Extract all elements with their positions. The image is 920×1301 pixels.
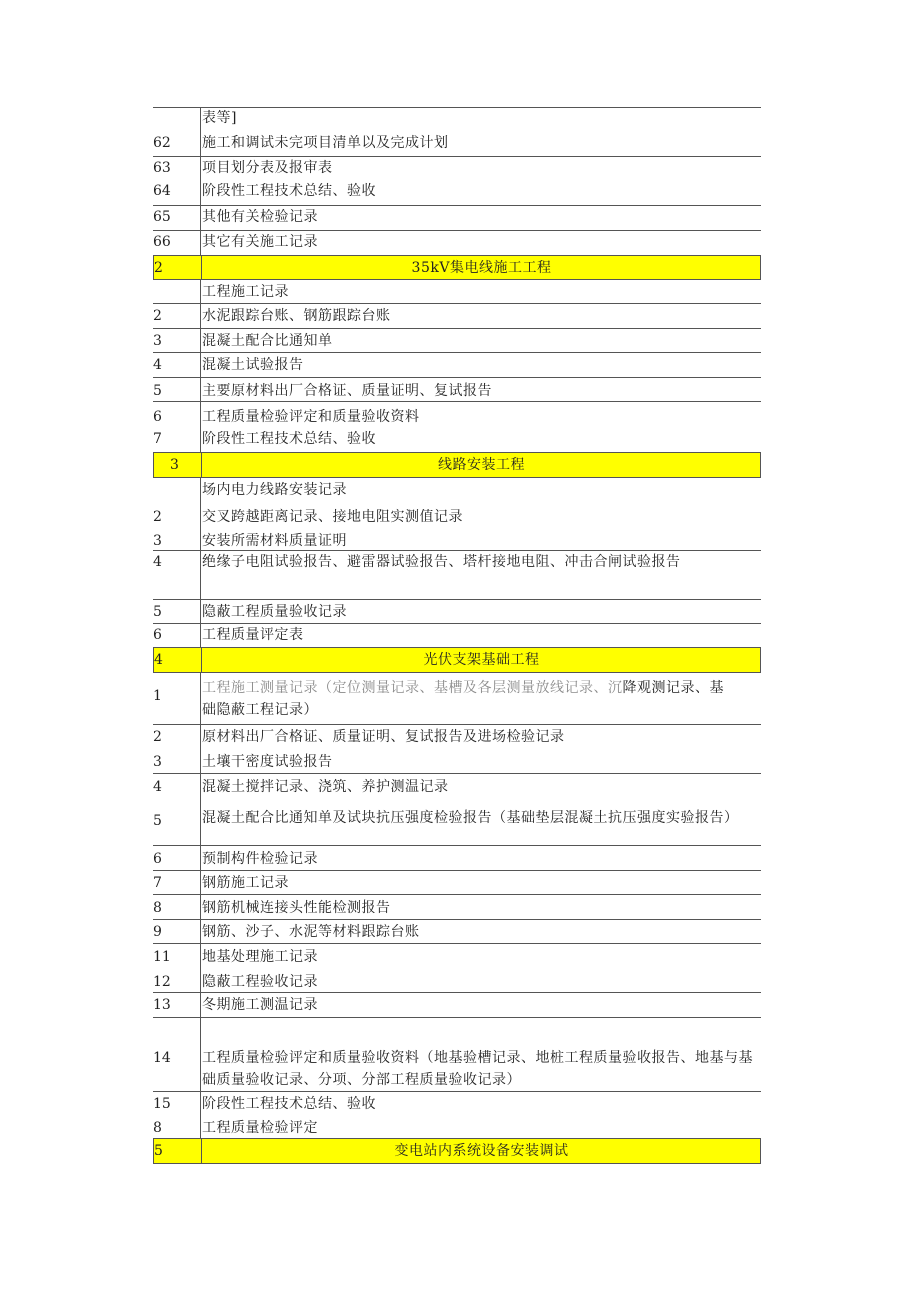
- row-text: 土壤干密度试验报告: [202, 754, 333, 770]
- column-divider: [201, 453, 202, 477]
- column-divider: [200, 673, 201, 724]
- table-row: [153, 551, 761, 600]
- document-table: [153, 107, 761, 1164]
- row-text: 阶段性工程技术总结、验收: [202, 183, 376, 199]
- table-row: [153, 846, 761, 871]
- table-row: [153, 673, 761, 725]
- section-header-row: [153, 647, 761, 673]
- table-row: [153, 231, 761, 255]
- row-text: 场内电力线路安装记录: [202, 482, 347, 498]
- column-divider: [200, 600, 201, 623]
- table-row: [153, 107, 761, 157]
- column-divider: [201, 648, 202, 672]
- row-text: 工程质量检验评定: [202, 1120, 318, 1136]
- row-text: 钢筋机械连接头性能检测报告: [202, 900, 391, 916]
- section-number: 3: [170, 457, 179, 473]
- row-text: 钢筋、沙子、水泥等材料跟踪台账: [202, 924, 420, 940]
- row-text: 水泥跟踪台账、钢筋跟踪台账: [202, 308, 391, 324]
- row-number: 62: [153, 135, 171, 151]
- row-text: 施工和调试未完项目清单以及完成计划: [202, 135, 449, 151]
- row-text: 安装所需材料质量证明: [202, 533, 347, 549]
- row-text-dark: 础隐蔽工程记录）: [202, 702, 318, 718]
- table-row: [153, 478, 761, 551]
- column-divider: [200, 378, 201, 401]
- row-number: 13: [153, 997, 171, 1013]
- row-text: 交叉跨越距离记录、接地电阻实测值记录: [202, 509, 463, 525]
- section-title: 变电站内系统设备安装调试: [394, 1143, 569, 1159]
- column-divider: [201, 1139, 202, 1163]
- row-text: 钢筋施工记录: [202, 875, 289, 891]
- column-divider: [200, 871, 201, 894]
- row-text: 项目划分表及报审表: [202, 160, 333, 176]
- row-number: 14: [153, 1050, 171, 1066]
- row-number: 12: [153, 974, 171, 990]
- row-text: 工程质量检验评定和质量验收资料（地基验槽记录、地桩工程质量验收报告、地基与基础质量验收记录、分项、分部工程质量验收记录）: [202, 1050, 753, 1088]
- column-divider: [200, 402, 201, 452]
- row-number: 4: [153, 554, 162, 570]
- row-number: 2: [153, 729, 162, 745]
- row-number: 3: [153, 333, 162, 349]
- row-text: 隐蔽工程验收记录: [202, 974, 318, 990]
- row-text-dark: 降观测记录、基: [622, 680, 724, 696]
- section-title: 光伏支架基础工程: [423, 652, 540, 668]
- row-number: 5: [153, 813, 162, 829]
- row-text: 表等]: [202, 110, 237, 126]
- table-row: [153, 871, 761, 895]
- table-row: [153, 920, 761, 944]
- column-divider: [200, 231, 201, 255]
- row-text-grey: 工程施工测量记录（定位测量记录、基槽及各层测量放线记录、沉: [202, 680, 623, 696]
- row-text: 工程施工记录: [202, 284, 289, 300]
- row-number: 3: [153, 533, 162, 549]
- table-row: [153, 280, 761, 304]
- row-number: 3: [153, 754, 162, 770]
- section-header-row: [153, 1138, 761, 1164]
- section-number: 4: [154, 652, 163, 668]
- row-number: 1: [153, 688, 162, 704]
- column-divider: [200, 725, 201, 773]
- table-row: [153, 993, 761, 1018]
- column-divider: [200, 1018, 201, 1091]
- row-text: 其它有关施工记录: [202, 234, 318, 250]
- row-number: 4: [153, 779, 162, 795]
- section-header-row: [153, 452, 761, 478]
- row-text: 隐蔽工程质量验收记录: [202, 604, 347, 620]
- row-text: 其他有关检验记录: [202, 209, 318, 225]
- row-number: 15: [153, 1096, 171, 1112]
- section-title: 35kV集电线施工工程: [411, 260, 552, 276]
- column-divider: [200, 551, 201, 599]
- table-row: [153, 329, 761, 353]
- row-number: 11: [153, 949, 171, 965]
- row-text: 混凝土试验报告: [202, 357, 304, 373]
- row-number: 6: [153, 409, 162, 425]
- column-divider: [200, 895, 201, 919]
- table-row: [153, 725, 761, 774]
- table-row: [153, 600, 761, 624]
- section-title: 线路安装工程: [438, 457, 525, 473]
- table-row: [153, 402, 761, 452]
- column-divider: [200, 624, 201, 647]
- table-row: [153, 774, 761, 846]
- row-text: 混凝土搅拌记录、浇筑、养护测温记录: [202, 779, 449, 795]
- table-row: [153, 157, 761, 206]
- column-divider: [200, 280, 201, 303]
- column-divider: [200, 1092, 201, 1138]
- row-number: 4: [153, 357, 162, 373]
- column-divider: [200, 329, 201, 352]
- row-text: 冬期施工测温记录: [202, 997, 318, 1013]
- column-divider: [200, 993, 201, 1017]
- row-text: 工程质量检验评定和质量验收资料: [202, 409, 420, 425]
- section-header-row: [153, 255, 761, 280]
- column-divider: [200, 846, 201, 870]
- row-number: 7: [153, 875, 162, 891]
- row-number: 63: [153, 160, 171, 176]
- column-divider: [200, 108, 201, 156]
- table-row: [153, 378, 761, 402]
- row-number: 2: [153, 308, 162, 324]
- column-divider: [201, 256, 202, 279]
- row-number: 5: [153, 383, 162, 399]
- row-text: 主要原材料出厂合格证、质量证明、复试报告: [202, 383, 492, 399]
- column-divider: [200, 157, 201, 205]
- table-row: [153, 206, 761, 231]
- row-number: 8: [153, 900, 162, 916]
- section-number: 2: [154, 260, 163, 276]
- row-number: 7: [153, 431, 162, 447]
- column-divider: [200, 478, 201, 550]
- row-text: 工程质量评定表: [202, 627, 304, 643]
- table-row: [153, 944, 761, 993]
- column-divider: [200, 920, 201, 943]
- row-text: 原材料出厂合格证、质量证明、复试报告及进场检验记录: [202, 729, 565, 745]
- column-divider: [200, 304, 201, 328]
- row-number: 2: [153, 509, 162, 525]
- table-row: [153, 353, 761, 378]
- table-row: [153, 624, 761, 647]
- table-row: [153, 895, 761, 920]
- row-text: 阶段性工程技术总结、验收: [202, 431, 376, 447]
- section-number: 5: [154, 1143, 163, 1159]
- row-text: 混凝土配合比通知单及试块抗压强度检验报告（基础垫层混凝土抗压强度实验报告）: [202, 810, 739, 826]
- column-divider: [200, 206, 201, 230]
- row-text: 混凝土配合比通知单: [202, 333, 333, 349]
- table-row: [153, 1092, 761, 1138]
- table-row: [153, 1018, 761, 1092]
- row-number: 8: [153, 1120, 162, 1136]
- row-number: 6: [153, 851, 162, 867]
- column-divider: [200, 353, 201, 377]
- row-text: 绝缘子电阻试验报告、避雷器试验报告、塔杆接地电阻、冲击合闸试验报告: [202, 554, 681, 570]
- column-divider: [200, 774, 201, 845]
- row-text: [202, 677, 757, 721]
- row-number: 6: [153, 627, 162, 643]
- table-row: [153, 304, 761, 329]
- row-text: 预制构件检验记录: [202, 851, 318, 867]
- row-text: 阶段性工程技术总结、验收: [202, 1096, 376, 1112]
- row-number: 64: [153, 183, 171, 199]
- column-divider: [200, 944, 201, 992]
- row-text: 地基处理施工记录: [202, 949, 318, 965]
- row-number: 65: [153, 209, 171, 225]
- row-number: 9: [153, 924, 162, 940]
- row-number: 5: [153, 604, 162, 620]
- row-number: 66: [153, 234, 171, 250]
